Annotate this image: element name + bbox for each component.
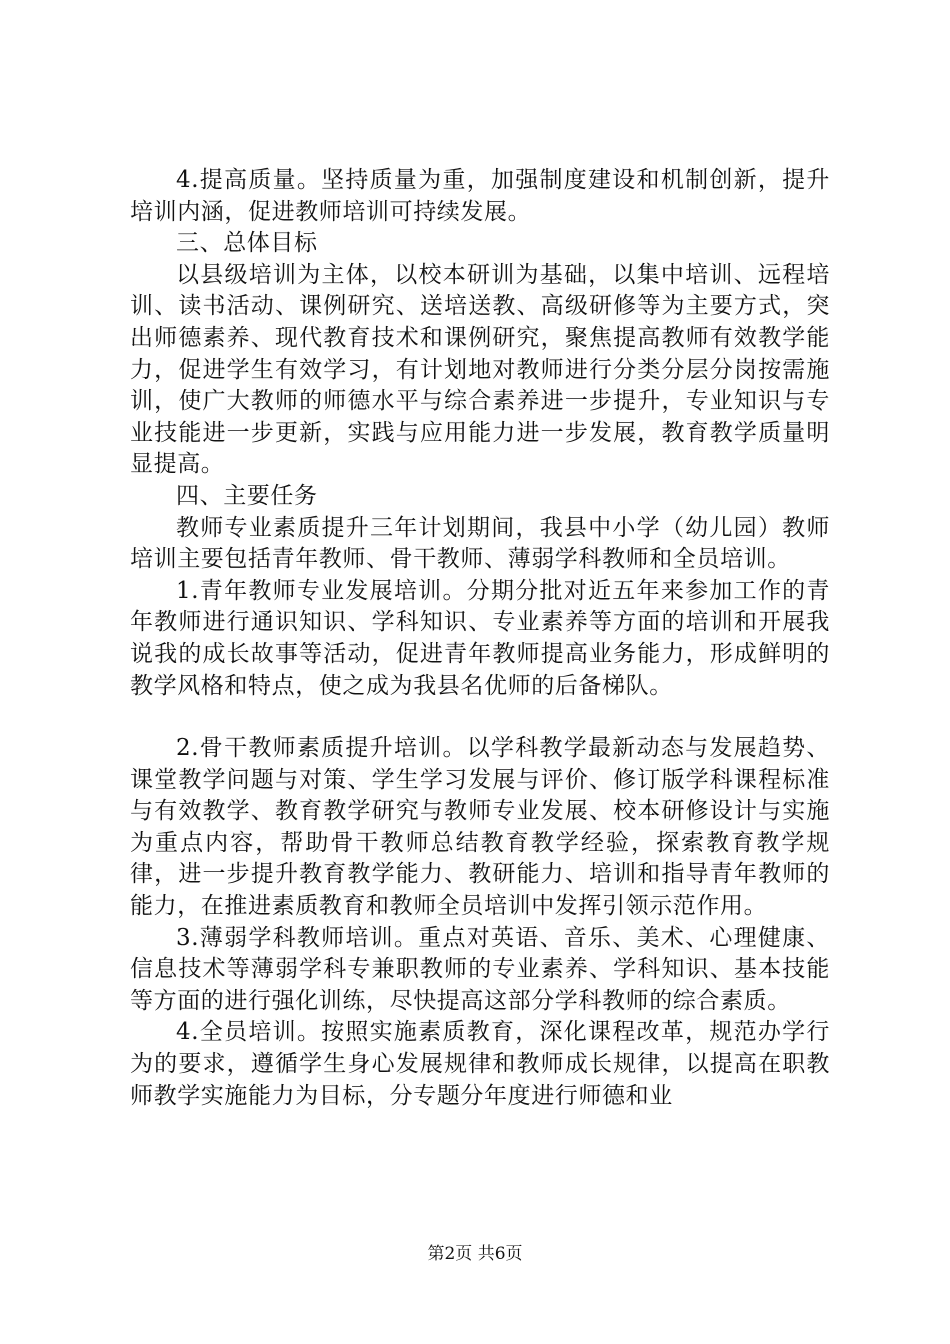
paragraph-backbone-teacher-training: 2.骨干教师素质提升培训。以学科教学最新动态与发展趋势、课堂教学问题与对策、学生学习发展与评价、修订版学科课程标准与有效教学、教育教学研究与教师专业发展、校本研修设计与实施为重点内容，帮助骨干教师总结教育教学经验，探索教育教学规律，进一步提升教育教学能力、教研能力、培训和指导青年教师的能力，在推进素质教育和教师全员培训中发挥引领示范作用。	[130, 735, 830, 920]
section-heading-main-tasks: 四、主要任务	[176, 482, 318, 509]
page-number-footer: 第2页 共6页	[427, 1244, 523, 1264]
paragraph-weak-subject-training: 3.薄弱学科教师培训。重点对英语、音乐、美术、心理健康、信息技术等薄弱学科专兼职教师的专业素养、学科知识、基本技能等方面的进行强化训练，尽快提高这部分学科教师的综合素质。	[130, 924, 830, 1014]
paragraph-young-teacher-training: 1.青年教师专业发展培训。分期分批对近五年来参加工作的青年教师进行通识知识、学科知识、专业素养等方面的培训和开展我说我的成长故事等活动，促进青年教师提高业务能力，形成鲜明的教学风格和特点，使之成为我县名优师的后备梯队。	[130, 577, 830, 699]
paragraph-all-staff-training: 4.全员培训。按照实施素质教育，深化课程改革，规范办学行为的要求，遵循学生身心发展规律和教师成长规律，以提高在职教师教学实施能力为目标，分专题分年度进行师德和业	[130, 1019, 830, 1109]
paragraph-overall-goals: 以县级培训为主体，以校本研训为基础，以集中培训、远程培训、读书活动、课例研究、送培送教、高级研修等为主要方式，突出师德素养、现代教育技术和课例研究，聚焦提高教师有效教学能力，促进学生有效学习，有计划地对教师进行分类分层分岗按需施训，使广大教师的师德水平与综合素养进一步提升，专业知识与专业技能进一步更新，实践与应用能力进一步发展，教育教学质量明显提高。	[130, 261, 830, 478]
paragraph-improve-quality: 4.提高质量。坚持质量为重，加强制度建设和机制创新，提升培训内涵，促进教师培训可持续发展。	[130, 167, 830, 225]
document-body	[130, 165, 830, 1112]
paragraph-main-tasks-intro: 教师专业素质提升三年计划期间，我县中小学（幼儿园）教师培训主要包括青年教师、骨干教师、薄弱学科教师和全员培训。	[130, 514, 830, 573]
blank-line	[130, 702, 830, 733]
section-heading-overall-goals: 三、总体目标	[176, 230, 318, 257]
